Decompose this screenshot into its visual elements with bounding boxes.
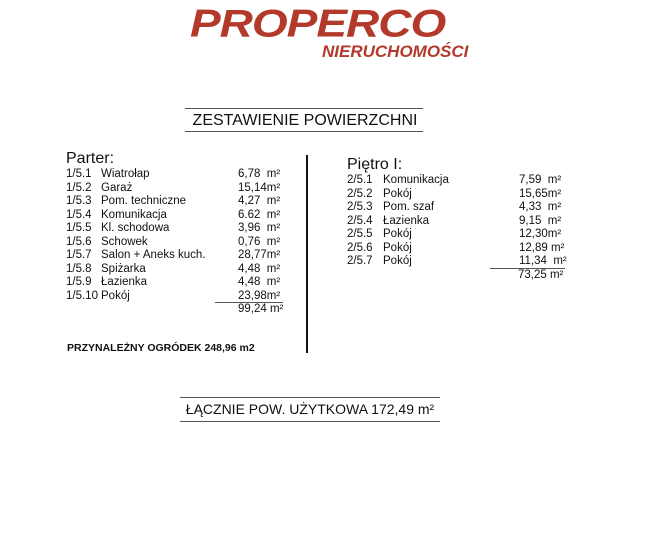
room-area: 12,89 m² xyxy=(519,241,565,254)
room-name: Pokój xyxy=(383,187,412,200)
room-area: 28,77m² xyxy=(238,249,281,261)
room-area: 4,48 m² xyxy=(238,262,281,275)
room-name: Pokój xyxy=(383,241,412,254)
room-number: 1/5.2 xyxy=(66,181,92,194)
room-name: Salon + Aneks kuch. xyxy=(101,249,206,261)
room-number: 1/5.8 xyxy=(66,262,92,275)
room-area: 0,76 m² xyxy=(238,235,281,248)
room-name: Pokój xyxy=(383,255,412,267)
room-number: 2/5.6 xyxy=(347,241,373,254)
room-name: Komunikacja xyxy=(101,208,167,221)
room-number: 1/5.10 xyxy=(66,289,98,302)
room-area: 4,33 m² xyxy=(519,201,562,213)
column-divider xyxy=(306,155,308,353)
parter-heading: Parter: xyxy=(66,150,115,167)
room-number: 1/5.5 xyxy=(66,222,92,234)
room-number: 2/5.3 xyxy=(347,201,373,213)
room-name: Garaż xyxy=(101,181,133,194)
room-area: 6.62 m² xyxy=(238,208,281,221)
room-area: 12,30m² xyxy=(519,228,562,240)
divider xyxy=(185,108,423,109)
room-name: Kl. schodowa xyxy=(101,222,170,234)
room-area: 4,27 m² xyxy=(238,195,281,207)
room-name: Komunikacja xyxy=(383,174,449,186)
room-area: 6,78 m² xyxy=(238,168,281,180)
room-number: 1/5.4 xyxy=(66,208,92,221)
pietro-total-value: 73,25 m² xyxy=(518,269,564,281)
room-area: 7,59 m² xyxy=(519,174,562,186)
page-title: ZESTAWIENIE POWIERZCHNI xyxy=(192,112,418,129)
divider xyxy=(180,421,440,422)
room-name: Schowek xyxy=(101,235,148,248)
room-number: 2/5.2 xyxy=(347,187,373,200)
room-area: 3,96 m² xyxy=(238,222,281,234)
grand-total: ŁĄCZNIE POW. UŻYTKOWA 172,49 m² xyxy=(185,401,435,417)
room-number: 1/5.7 xyxy=(66,249,92,261)
room-number: 2/5.5 xyxy=(347,228,373,240)
room-number: 1/5.1 xyxy=(66,168,92,180)
room-area: 15,14m² xyxy=(238,181,281,194)
room-number: 1/5.6 xyxy=(66,235,92,248)
divider xyxy=(185,131,423,132)
garden-area: PRZYNALEŻNY OGRÓDEK 248,96 m2 xyxy=(67,342,255,354)
room-name: Wiatrołap xyxy=(101,168,150,180)
room-number: 1/5.3 xyxy=(66,195,92,207)
room-number: 2/5.7 xyxy=(347,255,373,267)
room-number: 2/5.4 xyxy=(347,214,373,227)
room-name: Łazienka xyxy=(383,214,430,227)
room-name: Łazienka xyxy=(101,276,148,288)
room-name: Pom. techniczne xyxy=(101,195,187,207)
room-name: Spiżarka xyxy=(101,262,146,275)
properco-logo: PROPERCO xyxy=(190,0,446,46)
room-name: Pokój xyxy=(101,289,130,302)
room-number: 1/5.9 xyxy=(66,276,92,288)
room-name: Pom. szaf xyxy=(383,201,435,213)
room-area: 15,65m² xyxy=(519,187,562,200)
room-area: 4,48 m² xyxy=(238,276,281,288)
room-number: 2/5.1 xyxy=(347,174,373,186)
logo-subtitle: NIERUCHOMOŚCI xyxy=(322,42,469,61)
room-area: 23,98m² xyxy=(238,289,281,302)
divider xyxy=(180,397,440,398)
room-area: 11,34 m² xyxy=(519,255,567,267)
parter-total-value: 99,24 m² xyxy=(238,303,284,315)
room-area: 9,15 m² xyxy=(519,214,562,227)
pietro-heading: Piętro I: xyxy=(347,156,403,173)
room-name: Pokój xyxy=(383,228,412,240)
